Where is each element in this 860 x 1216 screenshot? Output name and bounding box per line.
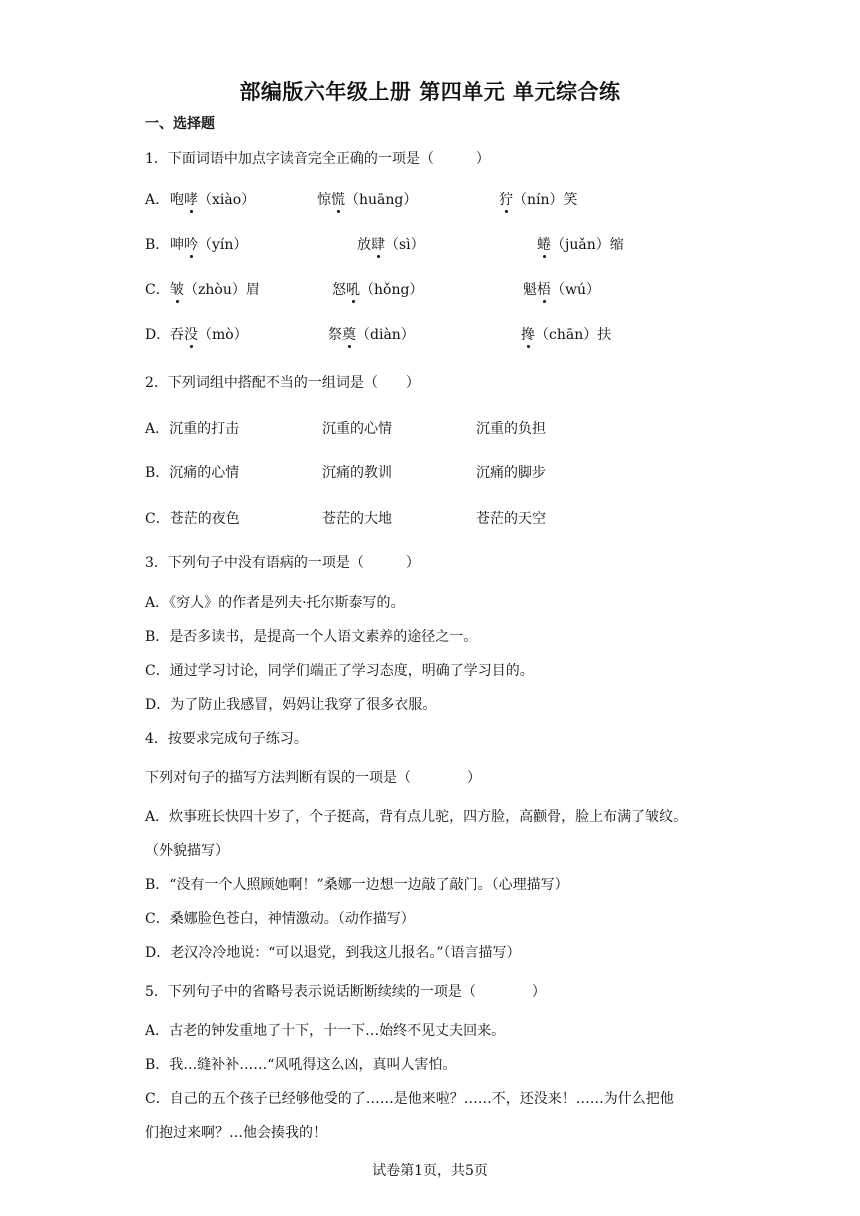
question-4-stem: 4．按要求完成句子练习。 <box>145 731 308 747</box>
q2-option-a-3: 沉重的负担 <box>476 421 546 437</box>
q4-option-d: D．老汉冷冷地说：“可以退党，到我这儿报名。”（语言描写） <box>145 945 521 961</box>
q5-option-c: C．自己的五个孩子已经够他受的了……是他来啦？……不，还没来！……为什么把他 <box>145 1091 674 1107</box>
q1-option-b-word-2: 放肆（sì） <box>357 237 425 253</box>
q1-option-c-word-2: 怒吼（hǒng） <box>332 282 424 298</box>
q4-option-a-note: （外貌描写） <box>145 843 229 859</box>
q4-option-b: B．“没有一个人照顾她啊！”桑娜一边想一边敲了敲门。（心理描写） <box>145 877 569 893</box>
q2-option-c-3: 苍茫的天空 <box>476 511 546 527</box>
question-1-stem: 1．下面词语中加点字读音完全正确的一项是（ ） <box>145 151 490 167</box>
q3-option-d: D．为了防止我感冒，妈妈让我穿了很多衣服。 <box>145 697 437 713</box>
q3-option-b: B．是否多读书，是提高一个人语文素养的途径之一。 <box>145 629 478 645</box>
q5-option-c-continued: 们抱过来啊？…他会揍我的！ <box>145 1125 327 1141</box>
q5-option-a: A．古老的钟发重地了十下，十一下…始终不见丈夫回来。 <box>145 1023 506 1039</box>
question-3-stem: 3．下列句子中没有语病的一项是（ ） <box>145 555 420 571</box>
q1-option-c-label: C． <box>145 282 170 298</box>
q1-option-b-label: B． <box>145 237 170 253</box>
q1-option-b-word-3: 蜷（juǎn）缩 <box>537 237 624 253</box>
q1-option-b-word-1: 呻吟（yín） <box>170 237 248 253</box>
q1-option-a-word-3: 狞（nín）笑 <box>499 192 578 208</box>
q1-option-d-label: D． <box>145 327 171 343</box>
question-4-substem: 下列对句子的描写方法判断有误的一项是（ ） <box>145 770 481 786</box>
q1-option-d-word-3: 搀（chān）扶 <box>521 327 612 343</box>
q4-option-a: A．炊事班长快四十岁了，个子挺高，背有点儿驼，四方脸，高颧骨，脸上布满了皱纹。 <box>145 809 688 825</box>
q1-option-a-label: A． <box>145 192 170 208</box>
q5-option-b: B．我…缝补补……“风吼得这么凶，真叫人害怕。 <box>145 1057 457 1073</box>
q1-option-d-word-1: 吞没（mò） <box>170 327 248 343</box>
question-5-stem: 5．下列句子中的省略号表示说话断断续续的一项是（ ） <box>145 984 546 1000</box>
page-title: 部编版六年级上册 第四单元 单元综合练 <box>239 80 621 104</box>
q1-option-d-word-2: 祭奠（diàn） <box>328 327 415 343</box>
q2-option-b-3: 沉痛的脚步 <box>476 465 546 481</box>
q1-option-a-word-2: 惊慌（huāng） <box>317 192 418 208</box>
q2-option-a-2: 沉重的心情 <box>322 421 392 437</box>
q3-option-a: A．《穷人》的作者是列夫·托尔斯泰写的。 <box>145 595 405 611</box>
q2-option-c-1: C．苍茫的夜色 <box>145 511 240 527</box>
q2-option-b-2: 沉痛的教训 <box>322 465 392 481</box>
q3-option-c: C．通过学习讨论，同学们端正了学习态度，明确了学习目的。 <box>145 663 534 679</box>
q1-option-a-word-1: 咆哮（xiào） <box>170 192 256 208</box>
question-2-stem: 2．下列词组中搭配不当的一组词是（ ） <box>145 375 420 391</box>
q2-option-c-2: 苍茫的大地 <box>322 511 392 527</box>
q2-option-a-1: A．沉重的打击 <box>145 421 240 437</box>
q4-option-c: C．桑娜脸色苍白，神情激动。（动作描写） <box>145 911 415 927</box>
section-heading: 一、选择题 <box>145 116 215 132</box>
q1-option-c-word-1: 皱（zhòu）眉 <box>170 282 260 298</box>
q2-option-b-1: B．沉痛的心情 <box>145 465 240 481</box>
page-footer: 试卷第1页，共5页 <box>372 1163 488 1179</box>
q1-option-c-word-3: 魁梧（wú） <box>523 282 600 298</box>
